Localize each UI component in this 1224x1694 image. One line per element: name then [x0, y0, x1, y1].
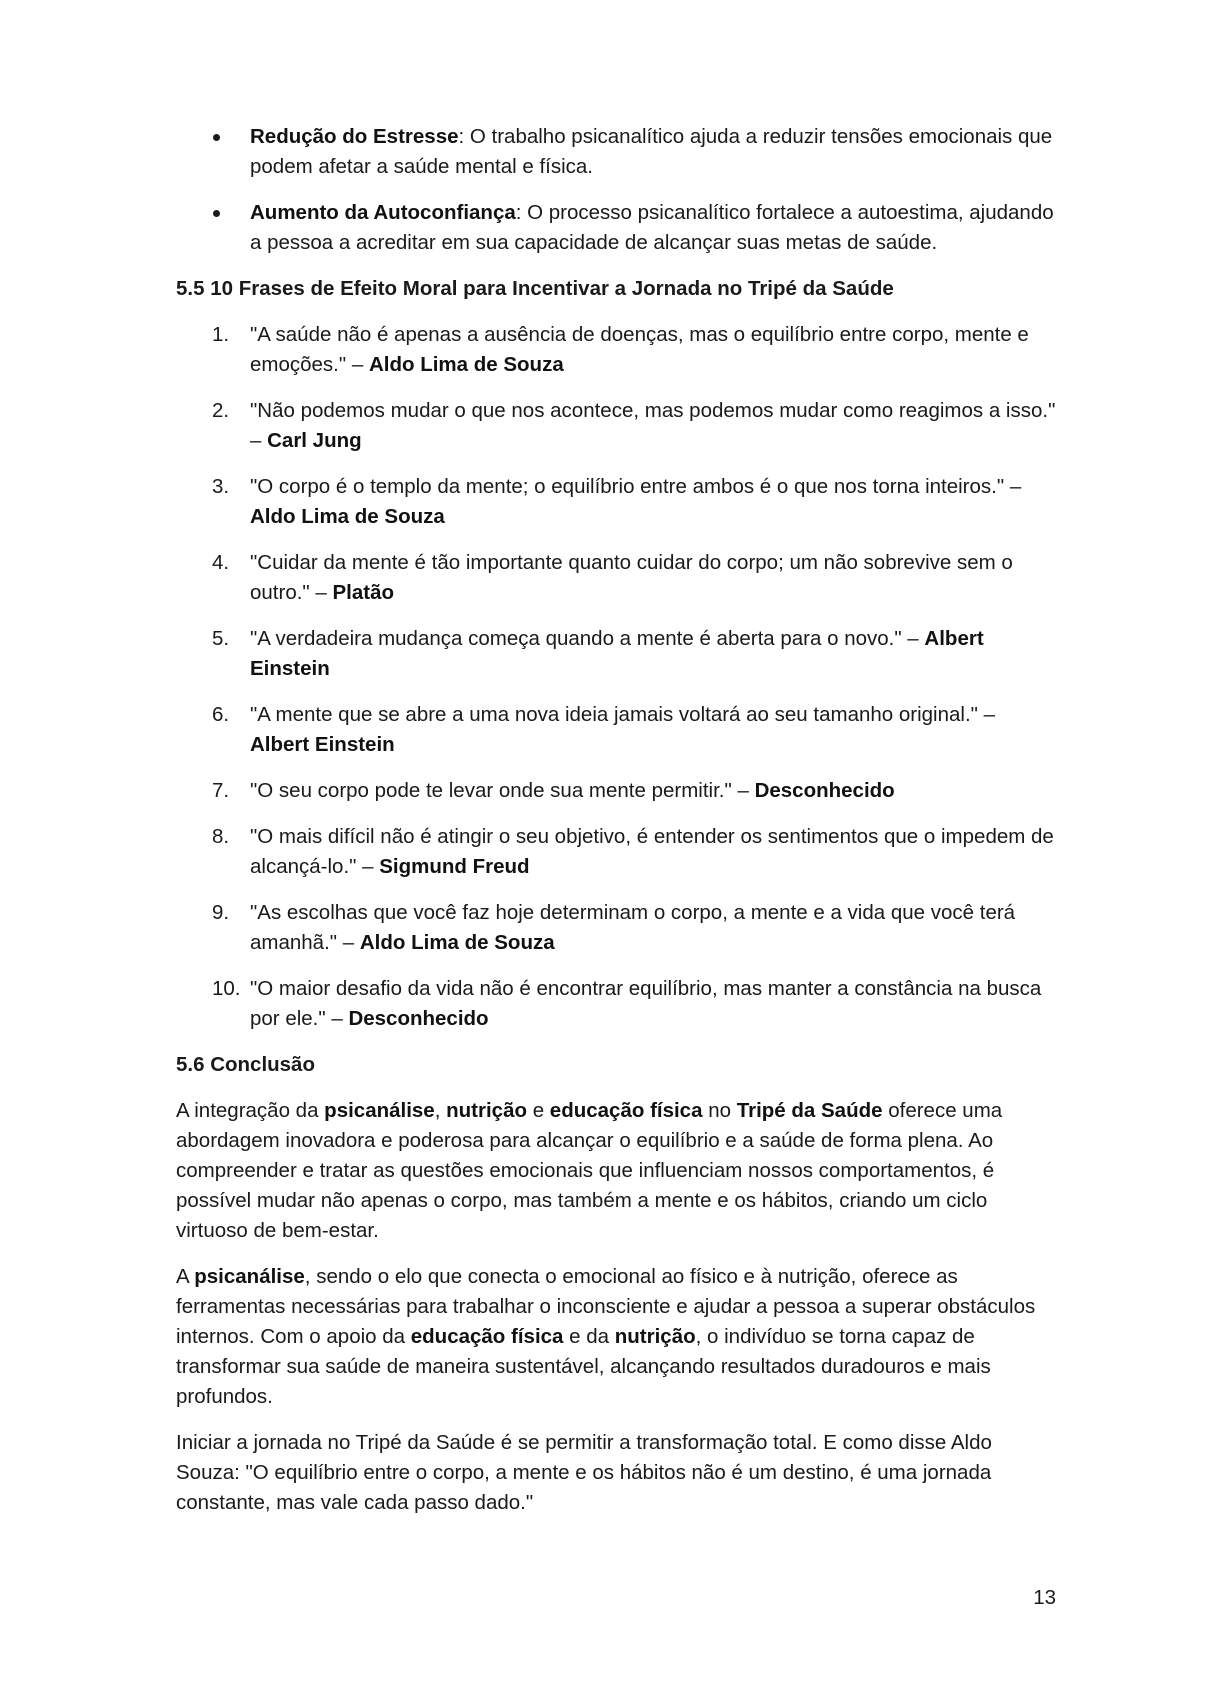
quote-author: Albert Einstein	[250, 733, 395, 756]
list-item	[176, 122, 1056, 182]
quote-text: "Cuidar da mente é tão importante quanto cuidar do corpo; um não sobrevive sem o outro." –	[250, 551, 1013, 604]
text-run: A	[176, 1265, 195, 1288]
list-number: 8.	[212, 825, 230, 848]
list-item	[176, 898, 1056, 958]
conclusion-paragraph-2	[176, 1262, 1056, 1412]
text-run: ,	[434, 1099, 447, 1122]
text-run: no	[702, 1099, 737, 1122]
conclusion-paragraph-1	[176, 1096, 1056, 1246]
list-item	[176, 776, 1056, 806]
quote-text: "O mais difícil não é atingir o seu objetivo, é entender os sentimentos que o impedem de alcançá-lo." –	[250, 825, 1054, 878]
bullet-icon	[213, 134, 220, 141]
quote-text: "As escolhas que você faz hoje determinam o corpo, a mente e a vida que você terá amanhã." –	[250, 901, 1016, 954]
section-heading-5-6: 5.6 Conclusão	[176, 1053, 315, 1076]
list-item	[176, 198, 1056, 258]
list-item	[176, 700, 1056, 760]
quote-author: Aldo Lima de Souza	[359, 931, 555, 954]
quote-author: Aldo Lima de Souza	[250, 505, 445, 528]
quotes-list	[176, 320, 1056, 1034]
quote-text: "A verdadeira mudança começa quando a mente é aberta para o novo." –	[250, 627, 925, 650]
quote-author: Sigmund Freud	[379, 855, 530, 878]
bullet-text: : O trabalho psicanalítico ajuda a reduzir tensões emocionais que podem afetar a saúde mental e física.	[250, 125, 1053, 178]
list-item	[176, 472, 1056, 532]
page-number: 13	[1033, 1586, 1056, 1609]
quote-text: "A mente que se abre a uma nova ideia jamais voltará ao seu tamanho original." –	[250, 703, 996, 726]
quote-author: Carl Jung	[267, 429, 362, 452]
quote-author: Desconhecido	[754, 779, 895, 802]
list-number: 9.	[212, 901, 230, 924]
list-number: 6.	[212, 703, 230, 726]
quote-text: "O seu corpo pode te levar onde sua mente permitir." –	[250, 779, 755, 802]
bold-run: Tripé da Saúde	[736, 1099, 883, 1122]
document-page	[176, 122, 1056, 1534]
bold-run: nutrição	[614, 1325, 696, 1348]
benefits-list	[176, 122, 1056, 258]
quote-author: Aldo Lima de Souza	[368, 353, 564, 376]
quote-author: Desconhecido	[348, 1007, 489, 1030]
text-run: e da	[563, 1325, 615, 1348]
quote-text: "O maior desafio da vida não é encontrar equilíbrio, mas manter a constância na busca por ele." –	[250, 977, 1042, 1030]
list-number: 2.	[212, 399, 230, 422]
quote-text: "A saúde não é apenas a ausência de doenças, mas o equilíbrio entre corpo, mente e emoções." –	[250, 323, 1029, 376]
list-number: 3.	[212, 475, 230, 498]
conclusion-paragraph-3: Iniciar a jornada no Tripé da Saúde é se permitir a transformação total. E como disse Aldo Souza: "O equilíbrio entre o corpo, a mente e os hábitos não é um destino, é uma jornada constante, mas vale cada passo dado."	[176, 1431, 992, 1514]
quote-author: Platão	[332, 581, 395, 604]
text-run: , o indivíduo se torna capaz de transformar sua saúde de maneira sustentável, alcançando resultados duradouros e mais profundos.	[176, 1325, 991, 1408]
bold-run: educação física	[549, 1099, 703, 1122]
list-number: 4.	[212, 551, 230, 574]
quote-text: "Não podemos mudar o que nos acontece, mas podemos mudar como reagimos a isso." –	[250, 399, 1056, 452]
bold-run: educação física	[410, 1325, 564, 1348]
section-heading-5-5: 5.5 10 Frases de Efeito Moral para Incentivar a Jornada no Tripé da Saúde	[176, 277, 894, 300]
bullet-icon	[213, 210, 220, 217]
list-item	[176, 320, 1056, 380]
quote-text: "O corpo é o templo da mente; o equilíbrio entre ambos é o que nos torna inteiros." –	[250, 475, 1022, 498]
text-run: e	[527, 1099, 550, 1122]
bold-run: psicanálise	[324, 1099, 435, 1122]
text-run: A integração da	[176, 1099, 325, 1122]
list-item	[176, 396, 1056, 456]
list-number: 5.	[212, 627, 230, 650]
quote-author: Albert Einstein	[250, 627, 984, 680]
bullet-term: Aumento da Autoconfiança	[250, 201, 516, 224]
list-item	[176, 548, 1056, 608]
bullet-term: Redução do Estresse	[250, 125, 459, 148]
bullet-text: : O processo psicanalítico fortalece a autoestima, ajudando a pessoa a acreditar em sua capacidade de alcançar suas metas de saúde.	[250, 201, 1054, 254]
list-number: 10.	[212, 977, 241, 1000]
list-item	[176, 822, 1056, 882]
text-run: , sendo o elo que conecta o emocional ao físico e à nutrição, oferece as ferramentas necessárias para trabalhar o inconsciente e ajudar a pessoa a superar obstáculos internos. Com o apoio da	[176, 1265, 1036, 1348]
bold-run: nutrição	[446, 1099, 527, 1122]
list-item	[176, 974, 1056, 1034]
list-number: 7.	[212, 779, 230, 802]
text-run: oferece uma abordagem inovadora e poderosa para alcançar o equilíbrio e a saúde de forma plena. Ao compreender e tratar as questões emocionais que influenciam nossos comportamentos, é possível mudar não apenas o corpo, mas também a mente e os hábitos, criando um ciclo virtuoso de bem-estar.	[176, 1099, 1003, 1242]
bold-run: psicanálise	[194, 1265, 305, 1288]
list-item	[176, 624, 1056, 684]
list-number: 1.	[212, 323, 230, 346]
